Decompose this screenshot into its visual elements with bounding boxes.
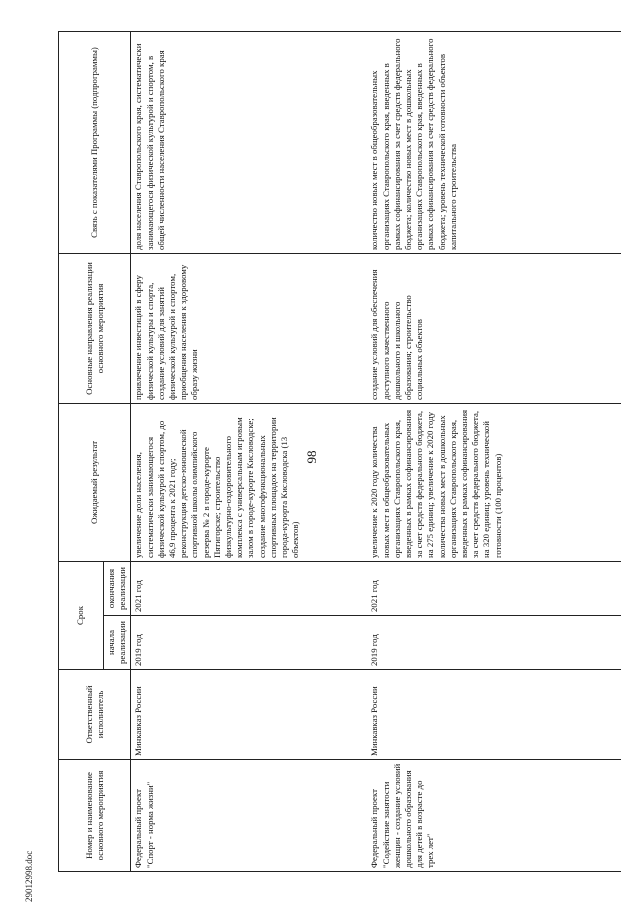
row-name: Федеральный проект "Содействие занятости женщин - создание условий дошкольного образования для детей в возрасте до трех лет" <box>367 760 621 872</box>
header-term: Срок <box>59 561 104 669</box>
row-executor: Минкавказ России <box>367 670 621 760</box>
page-number: 98 <box>304 450 319 464</box>
row-link: доля населения Ставропольского края, систематически занимающегося физической культурой и спортом, в общей численности населения Ставропольского края <box>131 31 368 253</box>
row-end: 2021 год <box>131 561 368 615</box>
row-start: 2019 год <box>367 616 621 670</box>
header-start: начала реализации <box>104 616 131 670</box>
row-link: количество новых мест в общеобразовательных организациях Ставропольского края, введенных в рамках софинансирования за счет средств федерального бюджета; количество новых мест в дошкольных организациях Ставропольского края, введенных в рамках софинансирования за счет средств федерального бюджета; уровень технической готовности объектов капитального строительства <box>367 31 621 253</box>
table-row <box>131 31 368 871</box>
row-executor: Минкавказ России <box>131 670 368 760</box>
header-directions: Основные направления реализации основного мероприятия <box>59 253 131 403</box>
header-link: Связь с показателями Программы (подпрограммы) <box>59 31 131 253</box>
measures-table <box>58 31 621 872</box>
row-directions: привлечение инвестиций в сферу физической культуры и спорта, создание условий для занятий физической культурой и спортом, приобщения населения к здоровому образу жизни <box>131 253 368 403</box>
header-number-name: Номер и наименование основного мероприятия <box>59 760 131 872</box>
row-result: увеличение к 2020 году количества новых мест в общеобразовательных организациях Ставропольского края, введенных в рамках софинансирования за счет средств федерального бюджета, на 275 единиц; увеличение к 2020 году количества новых мест в дошкольных организациях Ставропольского края, введенных в рамках софинансирования за счет средств федерального бюджета, на 320 единиц; уровень технической готовности (100 процентов) <box>367 403 621 561</box>
row-end: 2021 год <box>367 561 621 615</box>
measures-table-rotated <box>58 32 614 872</box>
table-row <box>367 31 621 871</box>
row-directions: создание условий для обеспечения доступного качественного дошкольного и школьного образования; строительство социальных объектов <box>367 253 621 403</box>
row-start: 2019 год <box>131 616 368 670</box>
header-executor: Ответственный исполнитель <box>59 670 131 760</box>
header-result: Ожидаемый результат <box>59 403 131 561</box>
header-end: окончания реализации <box>104 561 131 615</box>
footer-document-code: 29012998.doc <box>24 850 34 902</box>
row-name: Федеральный проект "Спорт - норма жизни" <box>131 760 368 872</box>
row-result: увеличение доли населения, систематически занимающегося физической культурой и спортом, до 46,9 процента к 2021 году; реконструкция детско-юношеской спортивной школы олимпийского резерва № 2 в городе-курорте Пятигорске; строительство физкультурно-оздоровительного комплекса с универсальным игровым залом в городе-курорте Кисловодске; создание многофункциональных спортивных площадок на территории города-курорта Кисловодска (13 объектов) <box>131 403 368 561</box>
